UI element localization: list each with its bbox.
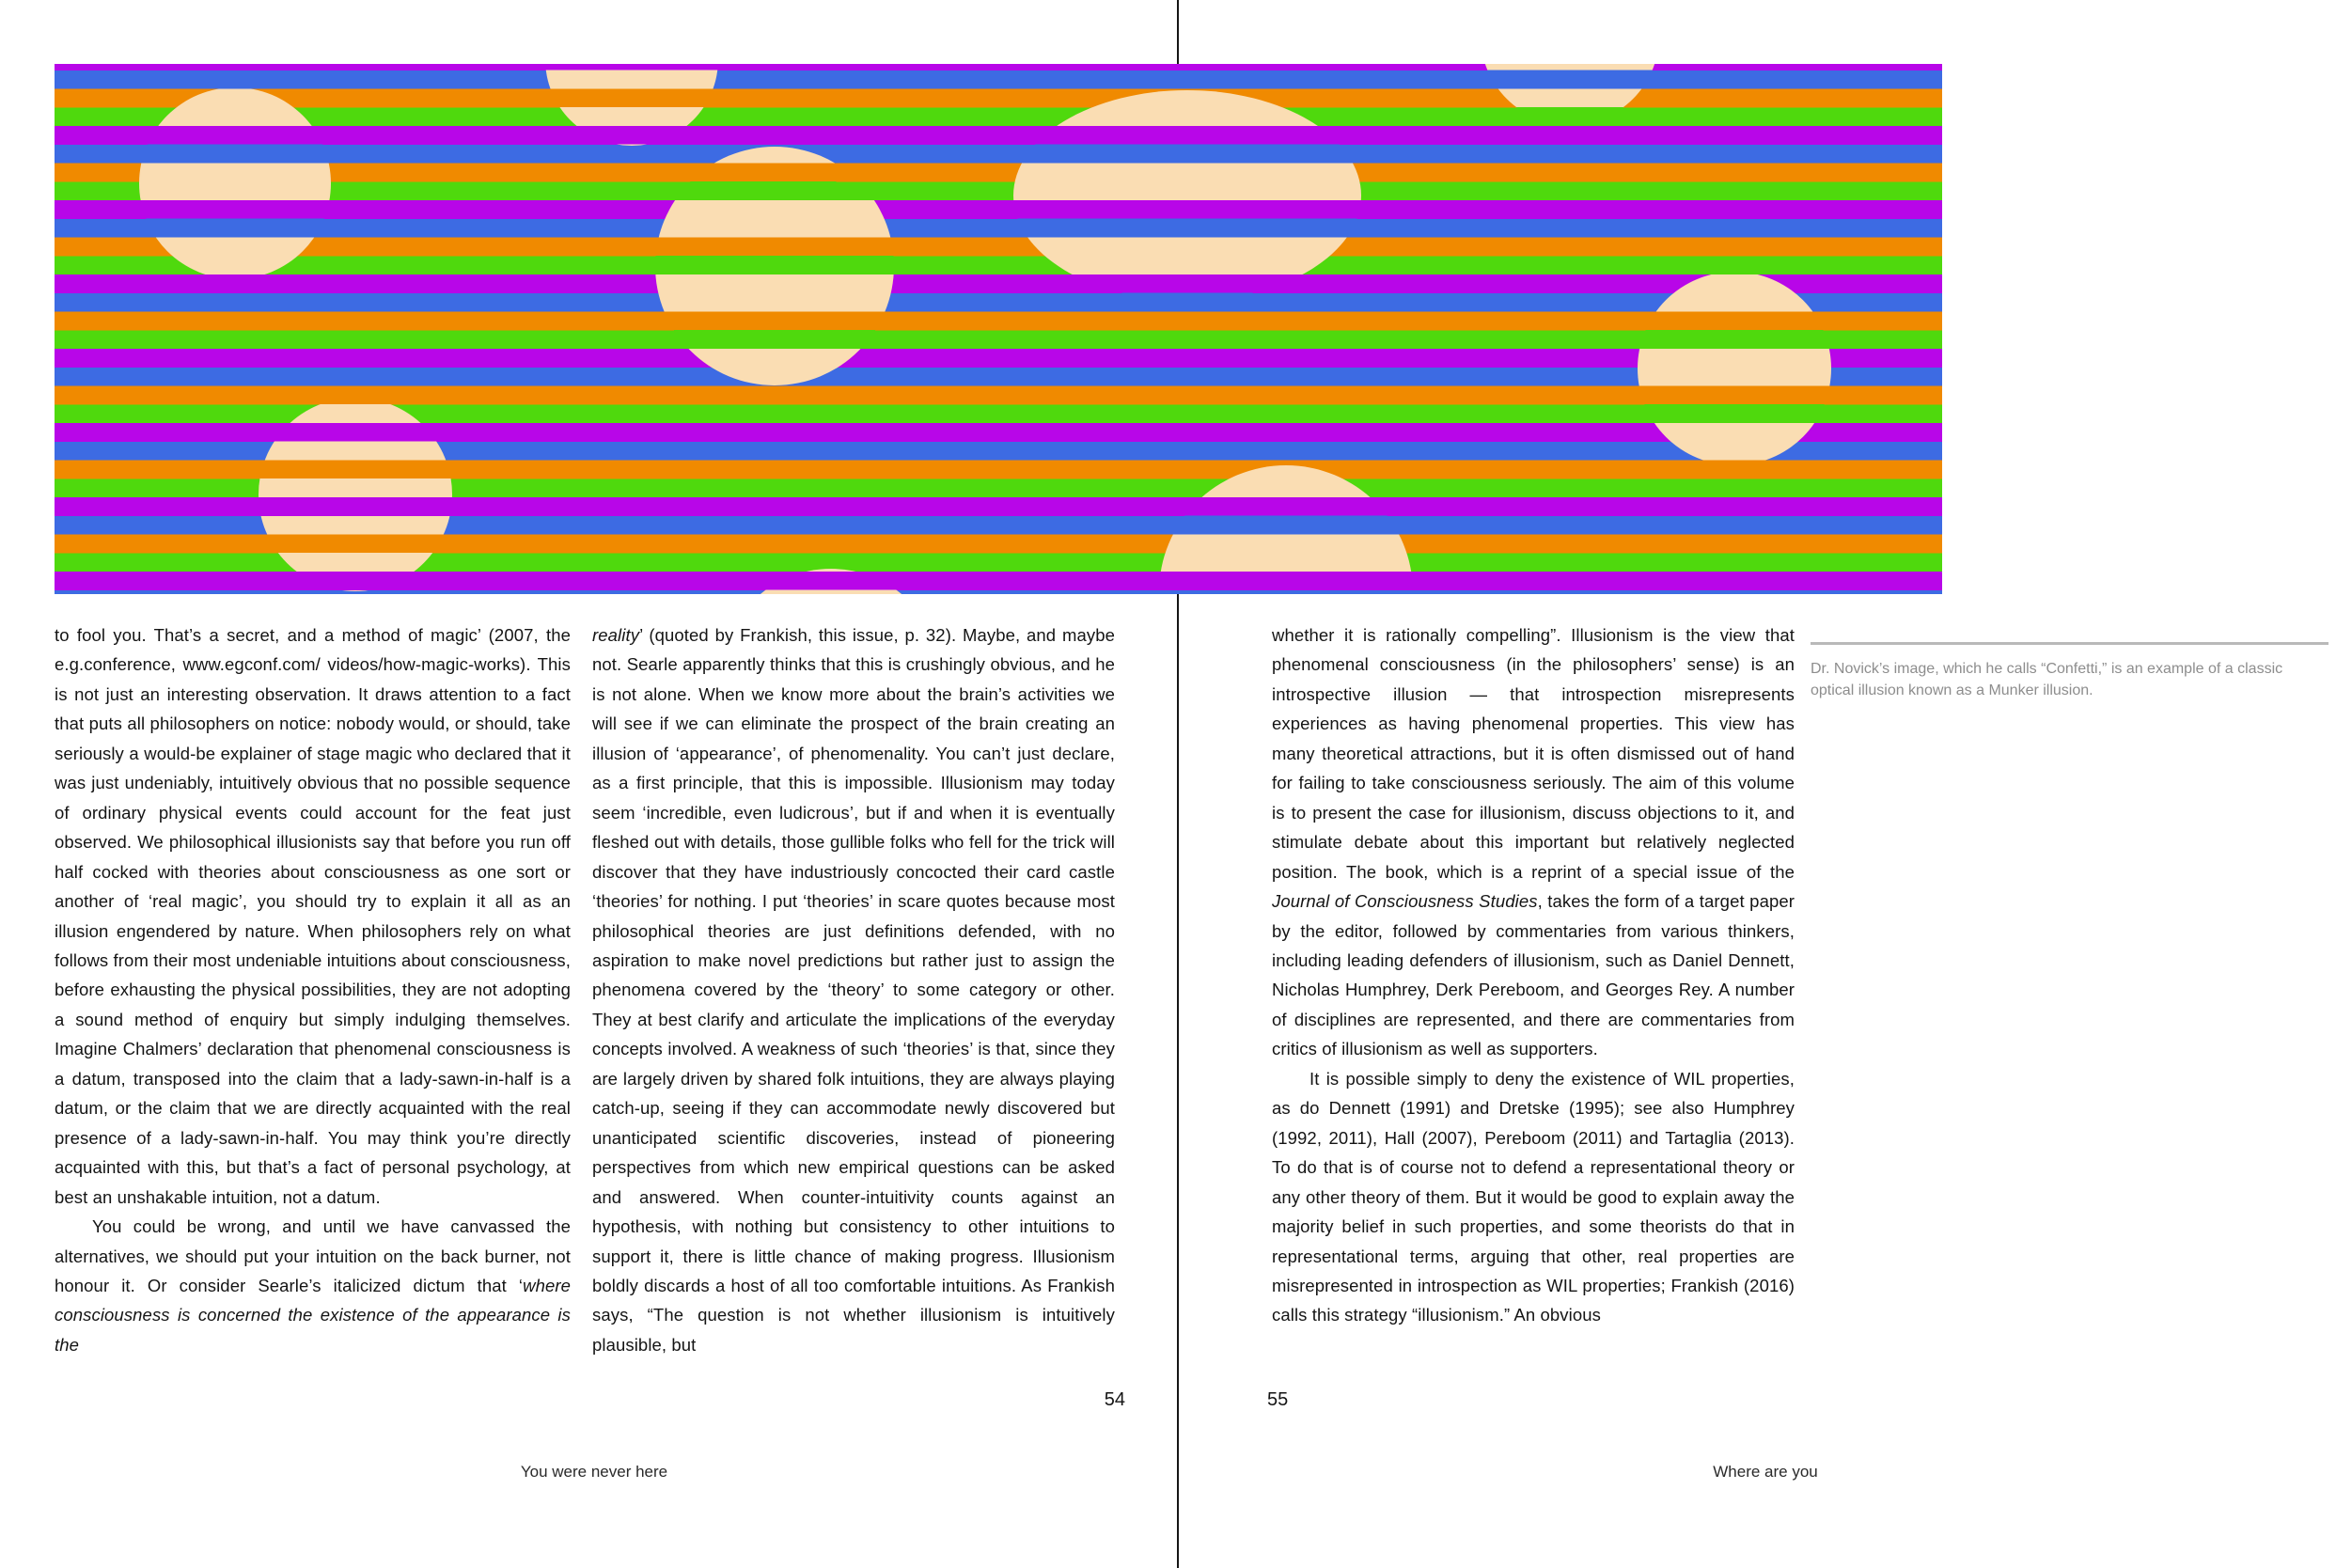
illusion-circle	[1013, 90, 1361, 301]
body-text-segment: whether it is rationally compelling”. Illusionism is the view that phenomenal consciousness (in the philosophers’ sense) is an introspective illusion — that introspection misrepresents experiences as having phenomenal properties. This view has many theoretical attractions, but it is often dismissed out of hand for failing to take consciousness seriously. The aim of this volume is to present the case for illusionism, discuss objections to it, and stimulate debate about this important but relatively neglected position. The book, which is a reprint of a special issue of the	[1272, 625, 1795, 882]
right-running-footer: Where are you	[1713, 1463, 1818, 1481]
page-number-54: 54	[1104, 1389, 1125, 1410]
image-caption: Dr. Novick’s image, which he calls “Confetti,” is an example of a classic optical illusion known as a Munker illusion.	[1811, 661, 2283, 698]
right-page-column	[1272, 620, 1795, 1330]
illusion-circle	[139, 87, 331, 279]
caption-rule	[1811, 642, 2328, 645]
body-text-segment: Journal of Consciousness Studies	[1272, 891, 1538, 912]
body-text-segment: reality	[592, 625, 640, 645]
left-page-column-2	[592, 620, 1115, 1359]
body-text-segment: to fool you. That’s a secret, and a method of magic’ (2007, the e.g.conference, www.egconf.com/ videos/how-magic-works). This is not just an interesting observation. It draws attention to a fact that puts all philosophers on notice: nobody would, or should, take seriously a would-be explainer of stage magic who declared that it was just undeniably, intuitively obvious that no possible sequence of ordinary physical events could account for the feat just observed. We philosophical illusionists say that before you run off half cocked with theories about consciousness as one sort or another of ‘real magic’, you should try to explain it all as an illusion engendered by nature. When philosophers rely on what follows from their most undeniable intuitions about consciousness, before exhausting the physical possibilities, they are not adopting a sound method of enquiry but simply indulging themselves. Imagine Chalmers’ declaration that phenomenal consciousness is a datum, transposed into the claim that a lady-sawn-in-half is a datum, or the claim that we are directly acquainted with the real presence of a lady-sawn-in-half. You may think you’re directly acquainted with this, but that’s a fact of personal psychology, at best an unshakable intuition, not a datum.	[55, 625, 571, 1207]
body-text-segment: It is possible simply to deny the existence of WIL properties, as do Dennett (1991) and Dretske (1995); see also Humphrey (1992, 2011), Hall (2007), Pereboom (2011) and Tartaglia (2013). To do that is of course not to defend a representational theory or any other theory of them. But it would be good to explain away the majority belief in such properties, and some theorists do that in representational terms, arguing that other, real properties are misrepresented in introspection as WIL properties; Frankish (2016) calls this strategy “illusionism.” An obvious	[1272, 1068, 1795, 1325]
body-text-segment: You could be wrong, and until we have canvassed the alternatives, we should put your intuition on the back burner, not honour it. Or consider Searle’s italicized dictum that ‘	[55, 1216, 571, 1295]
left-running-footer: You were never here	[520, 1463, 668, 1481]
illusion-circle	[259, 398, 452, 591]
confetti-munker-illusion-image	[55, 64, 1942, 594]
left-page-column-1	[55, 620, 571, 1359]
body-text-segment: where consciousness is concerned the existence of the appearance is the	[55, 1275, 571, 1355]
page-number-55: 55	[1267, 1389, 1289, 1410]
illusion-circle	[655, 147, 894, 385]
illusion-circle	[1638, 272, 1831, 465]
body-text-segment: ’ (quoted by Frankish, this issue, p. 32). Maybe, and maybe not. Searle apparently thinks that this is crushingly obvious, and he is not alone. When we know more about the brain’s activities we will see if we can eliminate the prospect of the brain creating an illusion of ‘appearance’, of phenomenality. You can’t just declare, as a first principle, that this is impossible. Illusionism may today seem ‘incredible, even ludicrous’, but if and when it is eventually fleshed out with details, those gullible folks who fell for the trick will discover that they have industriously concocted their card castle ‘theories’ for nothing. I put ‘theories’ in scare quotes because most philosophical theories are just definitions defended, with no aspiration to make novel predictions but rather just to assign the phenomena covered by the ‘theory’ to some category or other. They at best clarify and articulate the implications of the everyday concepts involved. A weakness of such ‘theories’ is that, since they are largely driven by shared folk intuitions, they are always playing catch-up, seeing if they can accommodate newly discovered but unanticipated scientific discoveries, instead of pioneering perspectives from which new empirical questions can be asked and answered. When counter-intuitivity counts against an hypothesis, with nothing but consistency to other intuitions to support it, there is little chance of making progress. Illusionism boldly discards a host of all too comfortable intuitions. As Frankish says, “The question is not whether illusionism is intuitively plausible, but	[592, 625, 1115, 1355]
body-text-segment: , takes the form of a target paper by the editor, followed by commentaries from various thinkers, including leading defenders of illusionism, such as Daniel Dennett, Nicholas Humphrey, Derk Pereboom, and Georges Rey. A number of disciplines are represented, and there are commentaries from critics of illusionism as well as supporters.	[1272, 891, 1795, 1059]
